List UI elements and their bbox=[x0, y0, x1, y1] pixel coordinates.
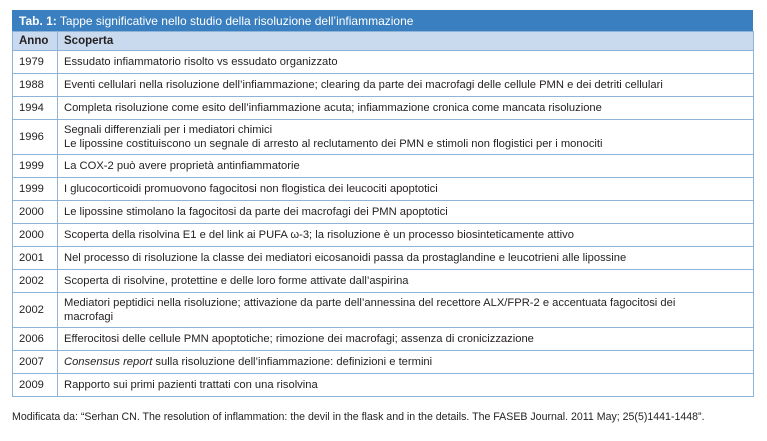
table-row bbox=[13, 351, 754, 374]
row-year: 2001 bbox=[13, 247, 58, 270]
row-year: 1994 bbox=[13, 97, 58, 120]
row-year: 1999 bbox=[13, 178, 58, 201]
row-year: 1979 bbox=[13, 51, 58, 74]
row-discovery bbox=[58, 374, 754, 397]
header-discovery: Scoperta bbox=[58, 32, 754, 51]
row-discovery bbox=[58, 224, 754, 247]
row-discovery-italic-lead: Consensus report bbox=[64, 356, 153, 368]
row-discovery-line: I glucocorticoidi promuovono fagocitosi non flogistica dei leucociti apoptotici bbox=[64, 183, 438, 195]
source-note: Modificata da: “Serhan CN. The resolution of inflammation: the devil in the flask and in the details. The FASEB Journal. 2011 May; 25(5)1441-1448”. bbox=[12, 411, 705, 423]
row-discovery-line: Le lipossine costituiscono un segnale di arresto al reclutamento dei PMN e stimoli non flogistici per i monociti bbox=[64, 138, 603, 150]
table-title-prefix: Tab. 1: bbox=[19, 14, 57, 28]
row-discovery-line: Segnali differenziali per i mediatori chimici bbox=[64, 124, 273, 136]
row-year: 2000 bbox=[13, 224, 58, 247]
row-year: 1996 bbox=[13, 120, 58, 155]
row-discovery bbox=[58, 178, 754, 201]
table-row bbox=[13, 293, 754, 328]
row-discovery bbox=[58, 97, 754, 120]
row-discovery-line: Rapporto sui primi pazienti trattati con una risolvina bbox=[64, 379, 318, 391]
row-discovery-text: sulla risoluzione dell’infiammazione: definizioni e termini bbox=[152, 356, 433, 368]
table-row bbox=[13, 374, 754, 397]
row-discovery-line: La COX-2 può avere proprietà antinfiammatorie bbox=[64, 160, 300, 172]
row-year: 2007 bbox=[13, 351, 58, 374]
row-discovery bbox=[58, 247, 754, 270]
row-discovery bbox=[58, 328, 754, 351]
row-discovery bbox=[58, 155, 754, 178]
row-year: 2009 bbox=[13, 374, 58, 397]
row-discovery-line: Scoperta della risolvina E1 e del link ai PUFA ω-3; la risoluzione è un processo biosinteticamente attivo bbox=[64, 229, 574, 241]
table-row bbox=[13, 74, 754, 97]
row-year: 2006 bbox=[13, 328, 58, 351]
row-year: 1988 bbox=[13, 74, 58, 97]
table-row bbox=[13, 120, 754, 155]
row-discovery bbox=[58, 74, 754, 97]
milestones-table bbox=[12, 10, 753, 397]
table-row bbox=[13, 97, 754, 120]
row-discovery bbox=[58, 201, 754, 224]
row-discovery-line: Essudato infiammatorio risolto vs essudato organizzato bbox=[64, 56, 338, 68]
table-title bbox=[12, 10, 753, 31]
row-year: 2002 bbox=[13, 270, 58, 293]
row-discovery bbox=[58, 120, 754, 155]
row-discovery-line: Mediatori peptidici nella risoluzione; attivazione da parte dell’annessina del recettore ALX/FPR-2 e accentuata fagocitosi dei bbox=[64, 297, 676, 309]
row-discovery-line: Completa risoluzione come esito dell’infiammazione acuta; infiammazione cronica come mancata risoluzione bbox=[64, 102, 602, 114]
table-row bbox=[13, 178, 754, 201]
row-discovery-line: macrofagi bbox=[64, 311, 114, 323]
row-discovery bbox=[58, 270, 754, 293]
row-discovery bbox=[58, 293, 754, 328]
row-year: 1999 bbox=[13, 155, 58, 178]
row-discovery bbox=[58, 351, 754, 374]
table-row bbox=[13, 328, 754, 351]
header-year: Anno bbox=[13, 32, 58, 51]
row-discovery-line: Scoperta di risolvine, protettine e delle loro forme attivate dall’aspirina bbox=[64, 275, 409, 287]
milestones-grid bbox=[12, 31, 754, 397]
row-discovery bbox=[58, 51, 754, 74]
header-row bbox=[13, 32, 754, 51]
table-row bbox=[13, 224, 754, 247]
table-row bbox=[13, 155, 754, 178]
row-discovery-line: Nel processo di risoluzione la classe dei mediatori eicosanoidi passa da prostaglandine e leucotrieni alle lipossine bbox=[64, 252, 627, 264]
row-year: 2000 bbox=[13, 201, 58, 224]
table-title-text: Tappe significative nello studio della risoluzione dell’infiammazione bbox=[56, 14, 414, 28]
row-discovery-line: Efferocitosi delle cellule PMN apoptotiche; rimozione dei macrofagi; assenza di cronicizzazione bbox=[64, 333, 534, 345]
row-year: 2002 bbox=[13, 293, 58, 328]
table-row bbox=[13, 51, 754, 74]
row-discovery-line: Le lipossine stimolano la fagocitosi da parte dei macrofagi dei PMN apoptotici bbox=[64, 206, 448, 218]
table-row bbox=[13, 247, 754, 270]
table-row bbox=[13, 270, 754, 293]
table-body bbox=[13, 51, 754, 397]
table-row bbox=[13, 201, 754, 224]
row-discovery-line: Eventi cellulari nella risoluzione dell’infiammazione; clearing da parte dei macrofagi delle cellule PMN e dei detriti cellulari bbox=[64, 79, 663, 91]
